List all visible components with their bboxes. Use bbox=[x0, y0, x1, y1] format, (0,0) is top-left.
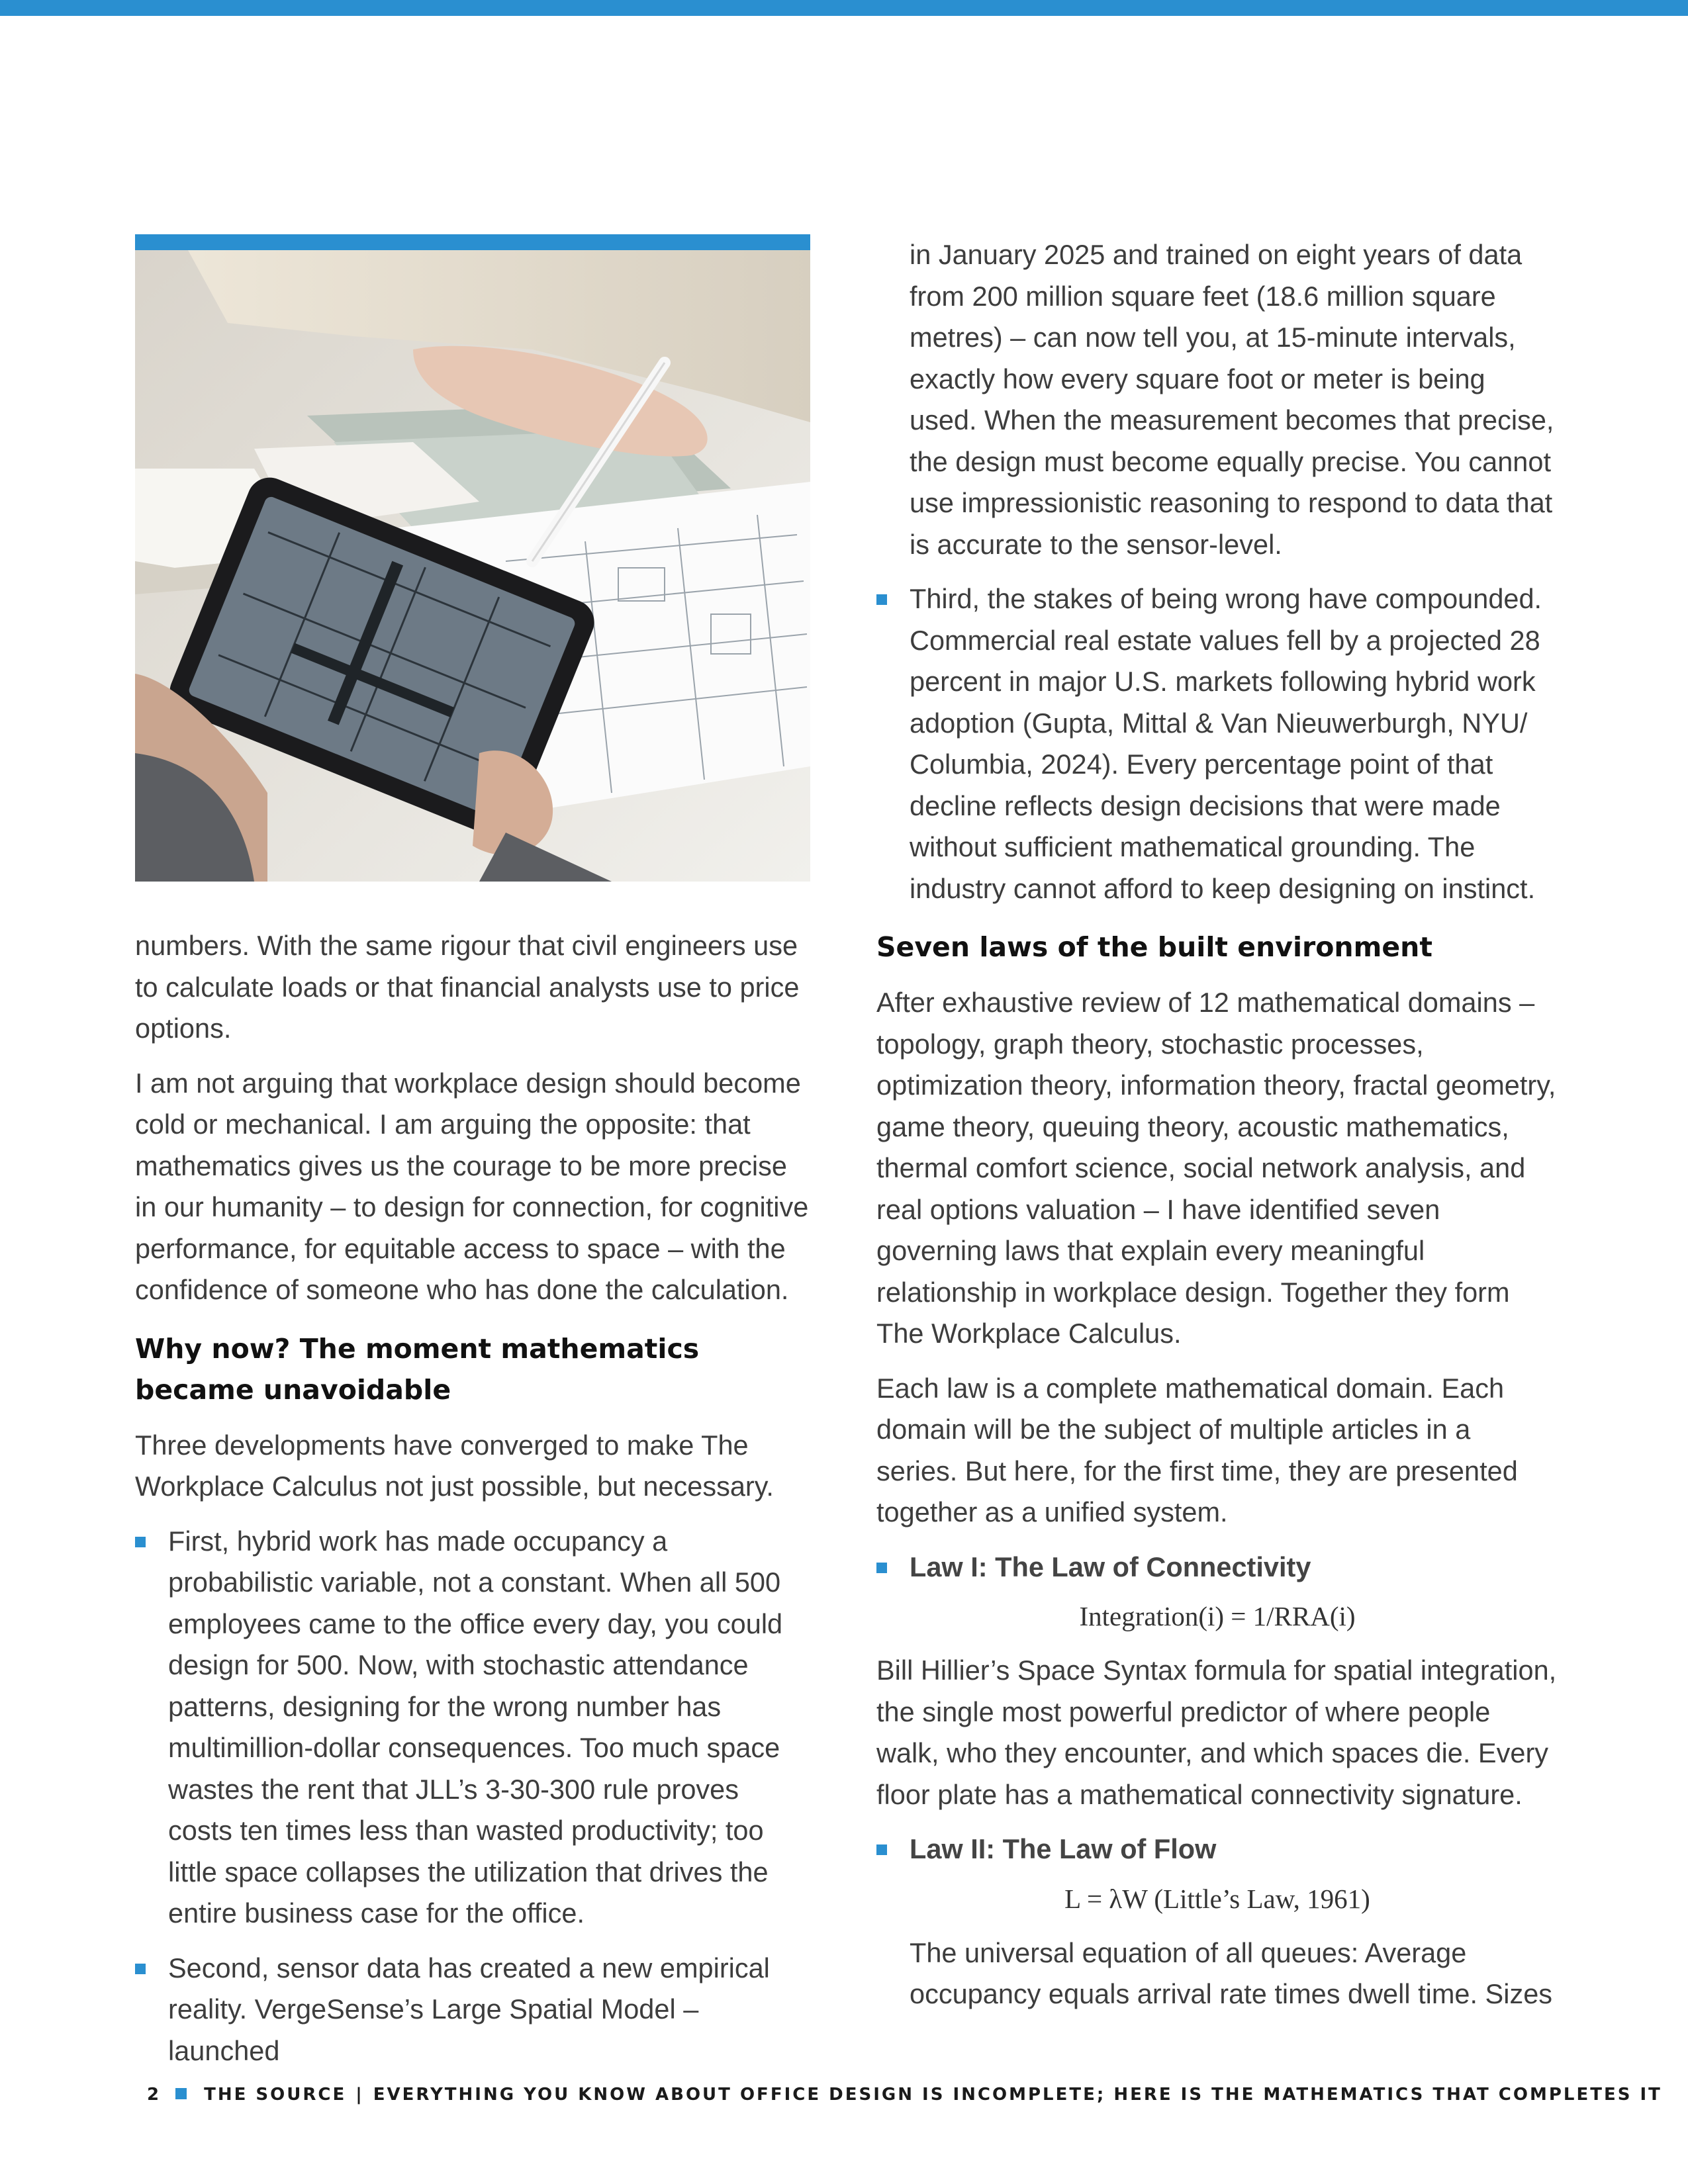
law-2-title: Law II: The Law of Flow bbox=[876, 1829, 1558, 1870]
left-column bbox=[135, 925, 810, 2085]
law-1-description: Bill Hillier’s Space Syntax formula for spatial integration, the single most powerful predictor of where people walk, who they encounter, and which spaces die. Every floor plate has a mathematical connectivity signature. bbox=[876, 1655, 1557, 1810]
photo-accent-rule bbox=[135, 234, 810, 250]
list-item: Third, the stakes of being wrong have compounded. Commercial real estate values fell by a projected 28 percent in major U.S. markets following hybrid work adoption (Gupta, Mittal & Van Nieuwerburgh, NYU/ Columbia, 2024). Every percentage point of that decline reflects design decisions that were made without sufficient mathematical grounding. The industry cannot afford to keep designing on instinct. bbox=[876, 578, 1558, 909]
continued-bullet-text: in January 2025 and trained on eight years of data from 200 million square feet (18.6 million square metres) – can now tell you, at 15-minute intervals, exactly how every square foot or meter is being used. When the measurement becomes that precise, the design must become equally precise. You cannot use impressionistic reasoning to respond to data that is accurate to the sensor-level. bbox=[910, 239, 1554, 560]
publication-name: THE SOURCE bbox=[204, 2085, 347, 2105]
law-1-title: Law I: The Law of Connectivity bbox=[876, 1547, 1558, 1588]
section-heading-seven-laws: Seven laws of the built environment bbox=[876, 931, 1432, 963]
photo-tablet-floorplan bbox=[135, 250, 810, 882]
body-paragraph: I am not arguing that workplace design should become cold or mechanical. I am arguing the opposite: that mathematics gives us the courage to be more precise in our humanity – to design for connection, for cognitive performance, for equitable access to space – with the confidence of someone who has done the calculation. bbox=[135, 1067, 809, 1305]
list-item: First, hybrid work has made occupancy a probabilistic variable, not a constant. When all 500 employees came to the office every day, you could design for 500. Now, with stochastic attendance patterns, designing for the wrong number has multimillion-dollar consequences. Too much space wastes the rent that JLL’s 3-30-300 rule proves costs ten times less than wasted productivity; too little space collapses the utilization that drives the entire business case for the office. bbox=[135, 1521, 810, 1934]
page-footer bbox=[147, 2085, 1662, 2105]
developments-list-continued bbox=[876, 578, 1558, 909]
law-2-description: The universal equation of all queues: Average occupancy equals arrival rate times dwell time. Sizes bbox=[910, 1936, 1553, 2009]
section-intro: Three developments have converged to make The Workplace Calculus not just possible, but necessary. bbox=[135, 1429, 774, 1502]
footer-square-icon bbox=[175, 2088, 187, 2099]
article-title: EVERYTHING YOU KNOW ABOUT OFFICE DESIGN IS INCOMPLETE; HERE IS THE MATHEMATICS THAT COMPLETES IT bbox=[373, 2085, 1662, 2105]
law-1-formula: Integration(i) = 1/RRA(i) bbox=[1079, 1601, 1356, 1631]
body-paragraph: Each law is a complete mathematical domain. Each domain will be the subject of multiple articles in a series. But here, for the first time, they are presented together as a unified system. bbox=[876, 1372, 1518, 1527]
article-photo bbox=[135, 234, 810, 882]
photo-illustration bbox=[135, 250, 810, 882]
developments-list bbox=[135, 1521, 810, 2072]
law-2-list bbox=[876, 1829, 1558, 1870]
section-heading-why-now: Why now? The moment mathematics became unavoidable bbox=[135, 1332, 700, 1406]
right-column bbox=[876, 234, 1558, 2015]
law-2-formula: L = λW (Little’s Law, 1961) bbox=[1064, 1883, 1370, 1914]
list-item: Second, sensor data has created a new empirical reality. VergeSense’s Large Spatial Model – launched bbox=[135, 1948, 810, 2072]
top-accent-bar bbox=[0, 0, 1688, 16]
page-number: 2 bbox=[147, 2085, 162, 2105]
body-paragraph: After exhaustive review of 12 mathematical domains – topology, graph theory, stochastic processes, optimization theory, information theory, fractal geometry, game theory, queuing theory, acoustic mathematics, thermal comfort science, social network analysis, and real options valuation – I have identified seven governing laws that explain every meaningful relationship in workplace design. Together they form The Workplace Calculus. bbox=[876, 987, 1556, 1349]
body-paragraph: numbers. With the same rigour that civil engineers use to calculate loads or that financial analysts use to price options. bbox=[135, 930, 800, 1044]
footer-separator: | bbox=[355, 2085, 364, 2105]
law-1-list bbox=[876, 1547, 1558, 1588]
